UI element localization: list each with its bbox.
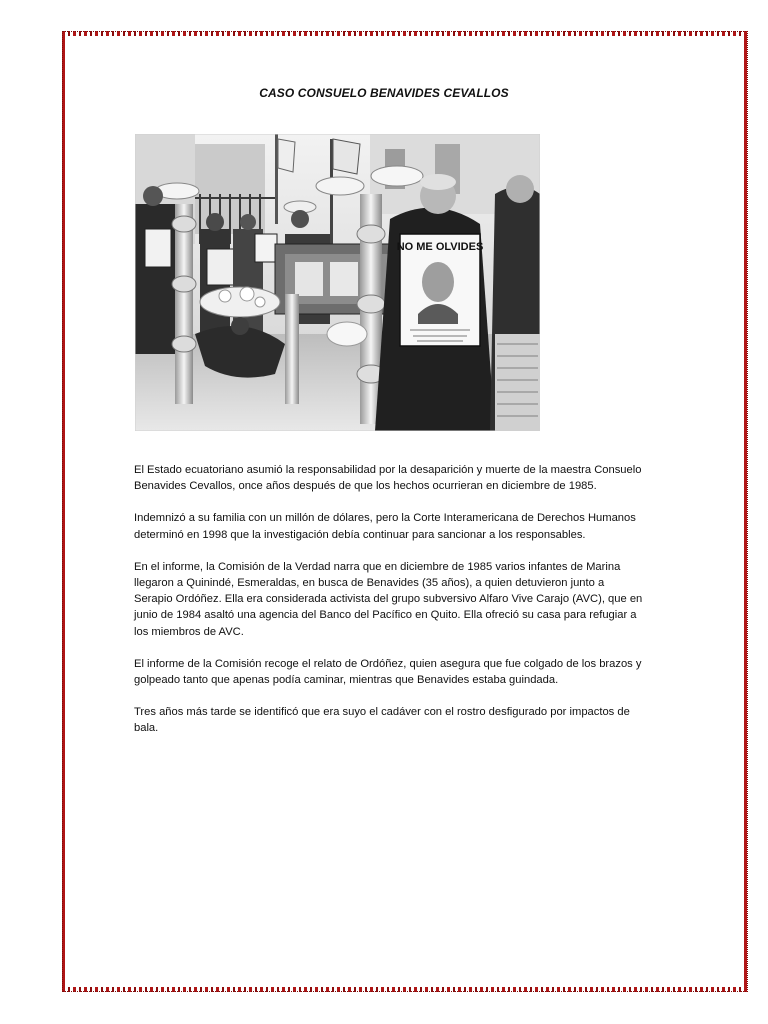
document-body	[134, 462, 644, 753]
placard-text: NO ME OLVIDES	[396, 241, 484, 253]
paragraph: En el informe, la Comisión de la Verdad narra que en diciembre de 1985 varios infantes de Marina llegaron a Quinindé, Esmeraldas, en busca de Benavides (35 años), a quien detuvieron junto a Serapio Ordóñez. Ella era considerada activista del grupo subversivo Alfaro Vive Carajo (AVC), que en junio de 1984 asaltó una agencia del Banco del Pacífico en Quito. Ella ofreció su casa para refugiar a los miembros de AVC.	[134, 560, 643, 638]
document-title: CASO CONSUELO BENAVIDES CEVALLOS	[259, 86, 509, 100]
paragraph: Indemnizó a su familia con un millón de dólares, pero la Corte Interamericana de Derechos Humanos determinó en 1998 que la investigación debía continuar para sancionar a los responsables.	[134, 512, 636, 541]
paragraph: Tres años más tarde se identificó que era suyo el cadáver con el rostro desfigurado por impactos de bala.	[134, 706, 630, 735]
protest-photo	[135, 134, 540, 431]
paragraph: El Estado ecuatoriano asumió la responsabilidad por la desaparición y muerte de la maestra Consuelo Benavides Cevallos, once años después de que los hechos ocurrieran en diciembre de 1985.	[134, 464, 642, 493]
paragraph: El informe de la Comisión recoge el relato de Ordóñez, quien asegura que fue colgado de los brazos y golpeado tanto que apenas podía caminar, mientras que Benavides estaba guindada.	[134, 657, 642, 687]
